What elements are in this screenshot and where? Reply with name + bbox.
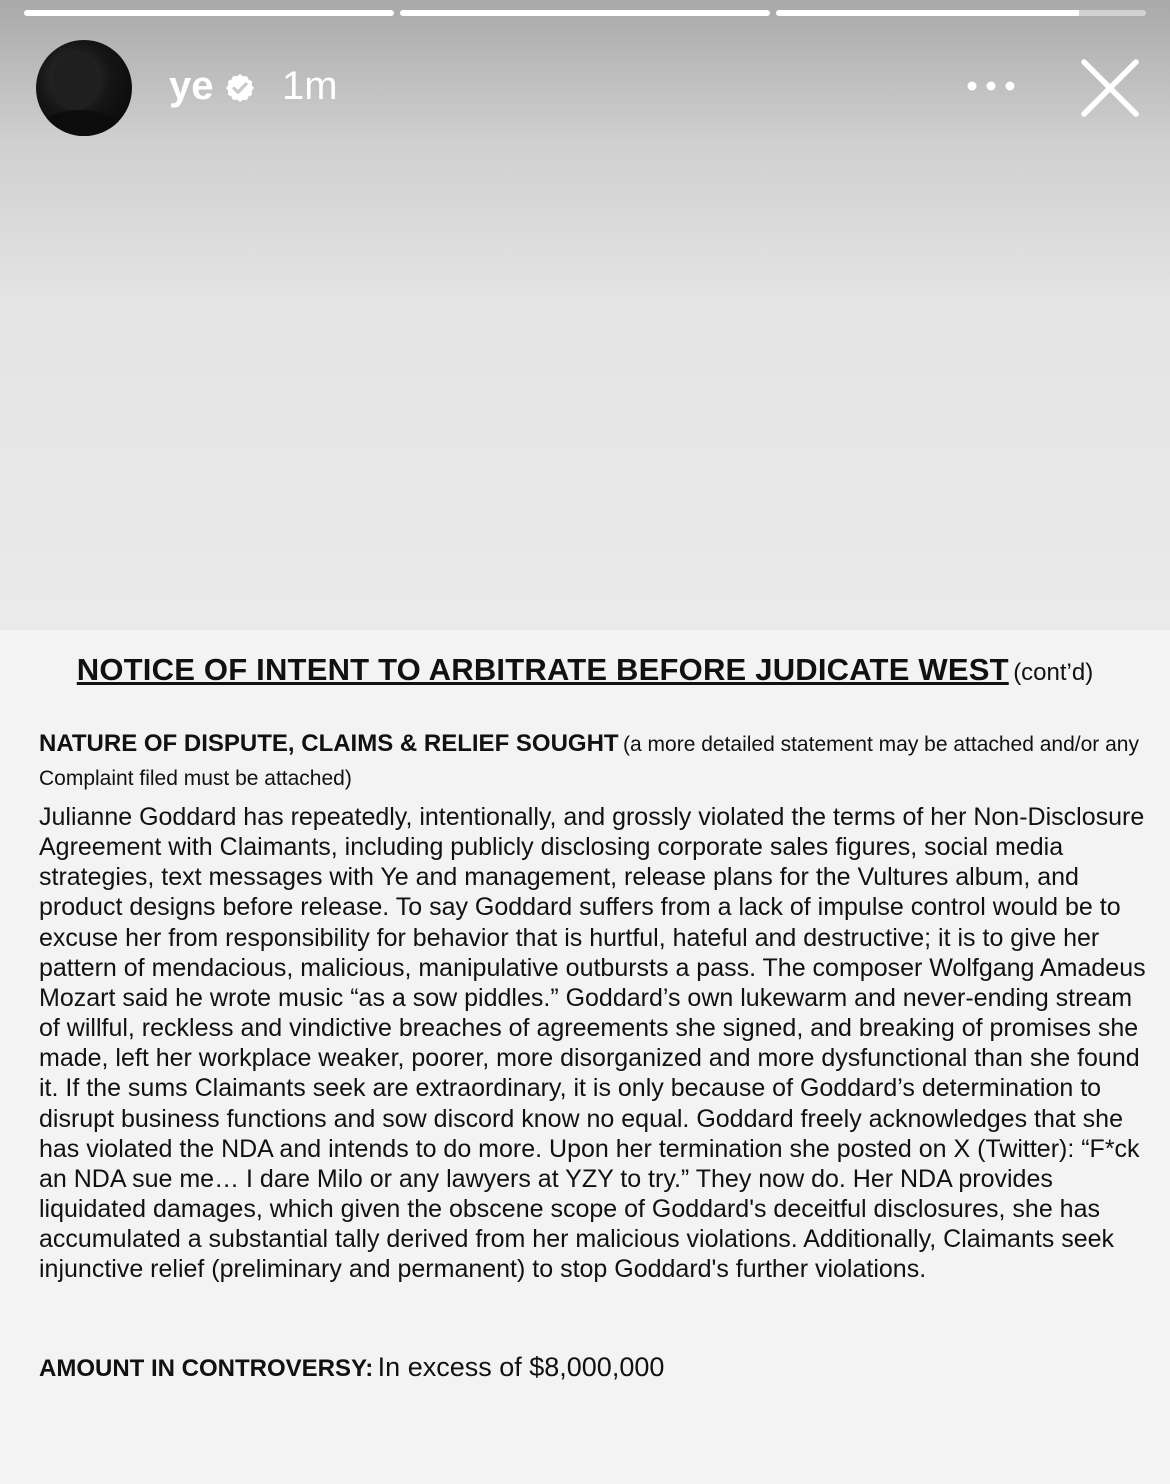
- story-progress-segment: [400, 10, 770, 16]
- post-time: 1m: [282, 64, 338, 108]
- close-icon[interactable]: [1080, 58, 1140, 118]
- avatar-shoulder: [36, 110, 130, 136]
- amount-value: In excess of $8,000,000: [377, 1352, 665, 1382]
- document-title-row: [0, 652, 1170, 688]
- document-image: [0, 630, 1170, 1484]
- story-progress-segment: [24, 10, 394, 16]
- story-progress-bars: [24, 10, 1146, 16]
- section-heading-note: (a more detailed statement may be attached and/or any Complaint filed must be attached): [39, 733, 1139, 790]
- username[interactable]: ye: [169, 64, 214, 108]
- amount-in-controversy: [39, 1352, 664, 1383]
- more-options-icon[interactable]: [966, 78, 1016, 94]
- document-title-suffix: (cont’d): [1013, 659, 1094, 686]
- amount-label: AMOUNT IN CONTROVERSY:: [39, 1355, 374, 1382]
- story-progress-segment: [776, 10, 1146, 16]
- section-heading: [39, 728, 1149, 797]
- document-title: NOTICE OF INTENT TO ARBITRATE BEFORE JUDICATE WEST: [76, 652, 1009, 687]
- section-heading-title: NATURE OF DISPUTE, CLAIMS & RELIEF SOUGHT: [39, 730, 619, 757]
- verified-badge-icon: [224, 72, 256, 104]
- avatar-face: [52, 54, 98, 110]
- document-body: Julianne Goddard has repeatedly, intentionally, and grossly violated the terms of her Non-Disclosure Agreement with Claimants, including publicly disclosing corporate sales figures, social media strategies, text messages with Ye and management, release plans for the Vultures album, and product designs before release. To say Goddard suffers from a lack of impulse control would be to excuse her from responsibility for behavior that is hurtful, hateful and destructive; it is to give her pattern of mendacious, malicious, manipulative outbursts a pass. The composer Wolfgang Amadeus Mozart said he wrote music “as a sow piddles.” Goddard’s own lukewarm and never-ending stream of willful, reckless and vindictive breaches of agreements she signed, and breaking of promises she made, left her workplace weaker, poorer, more disorganized and more dysfunctional than she found it. If the sums Claimants seek are extraordinary, it is only because of Goddard’s determination to disrupt business functions and sow discord know no equal. Goddard freely acknowledges that she has violated the NDA and intends to do more. Upon her termination she posted on X (Twitter): “F*ck an NDA sue me… I dare Milo or any lawyers at YZY to try.” They now do. Her NDA provides liquidated damages, which given the obscene scope of Goddard's deceitful disclosures, she has accumulated a substantial tally derived from her malicious violations. Additionally, Claimants seek injunctive relief (preliminary and permanent) to stop Goddard's further violations.: [39, 803, 1146, 1284]
- story-progress-fill: [400, 10, 770, 16]
- avatar[interactable]: [36, 40, 132, 136]
- story-progress-fill: [24, 10, 394, 16]
- story-header: [36, 40, 1140, 136]
- story-progress-fill: [776, 10, 1079, 16]
